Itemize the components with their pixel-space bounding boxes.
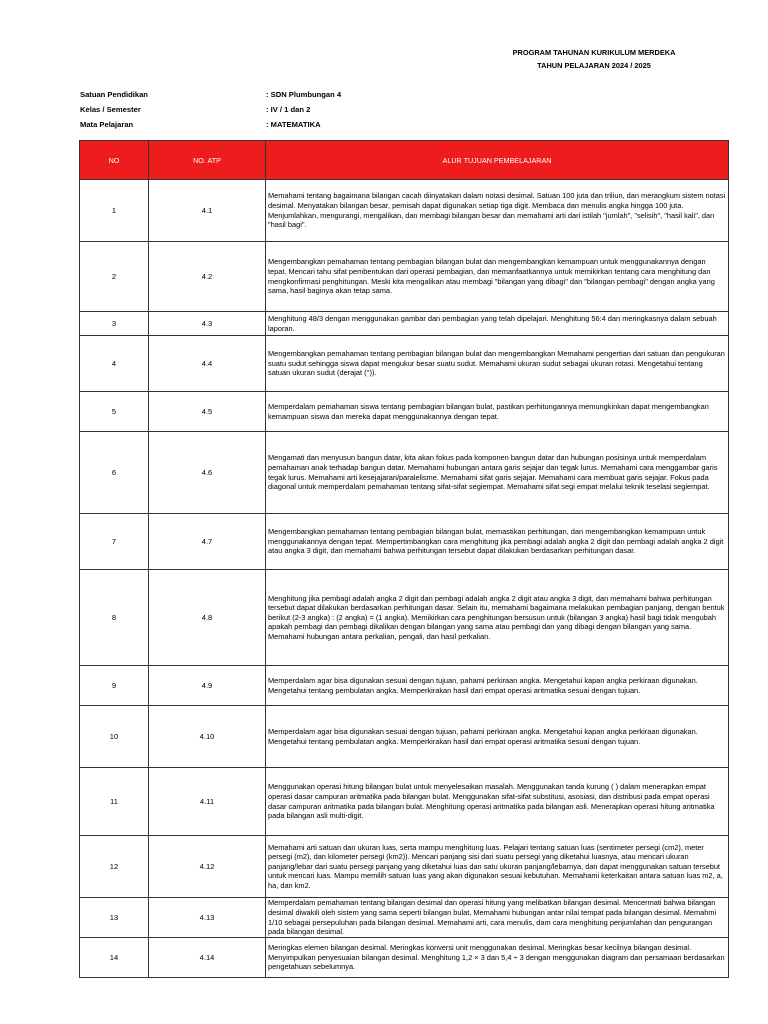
learning-objective-text: Memahami arti satuan dan ukuran luas, serta mampu menghitung luas. Pelajari tentang satuan luas (sentimeter persegi (cm2), meter persegi (m2), dan kilometer persegi (km2)). Mencari panjang sisi dari suatu persegi yang diketahui luasnya, atau mencari ukuran panjang/lebar dari suatu persegi panjang yang diketahui luas dan satu ukuran panjang/lebarnya, dan dapat menggunakan satuan tersebut untuk mencari luas. Mampu memilih satuan luas yang akan digunakan sesuai kebutuhan. Memahami keterkaitan antara satuan luas m2, a, ha, dan km2. — [266, 836, 729, 898]
table-row — [80, 312, 729, 336]
info-label: Kelas / Semester — [80, 105, 141, 114]
table-row — [80, 570, 729, 666]
row-number: 6 — [80, 432, 149, 514]
atp-number: 4.12 — [149, 836, 266, 898]
learning-objective-text: Memperdalam agar bisa digunakan sesuai dengan tujuan, pahami perkiraan angka. Mengetahui kapan angka perkiraan digunakan. Mengetahui tentang pembulatan angka. Memperkirakan hasil dari empat operasi aritmatika sesuai dengan tujuan. — [266, 706, 729, 768]
atp-number: 4.7 — [149, 514, 266, 570]
row-number: 14 — [80, 938, 149, 978]
table-body — [80, 180, 729, 978]
info-value: : SDN Plumbungan 4 — [266, 90, 342, 99]
atp-number: 4.8 — [149, 570, 266, 666]
learning-objective-text: Meringkas elemen bilangan desimal. Meringkas konversi unit menggunakan desimal. Meringkas besar kecilnya bilangan desimal. Menyimpulkan penyesuaian bilangan desimal. Menghitung 1,2 × 3 dan 5,4 ÷ 3 dengan menggunakan diagram dan persamaan berdasarkan pengetahuan sebelumnya. — [266, 938, 729, 978]
atp-number: 4.10 — [149, 706, 266, 768]
program-title: PROGRAM TAHUNAN KURIKULUM MERDEKA — [512, 48, 676, 57]
atp-number: 4.9 — [149, 666, 266, 706]
row-number: 9 — [80, 666, 149, 706]
info-label: Mata Pelajaran — [80, 120, 134, 129]
table-row — [80, 180, 729, 242]
atp-number: 4.14 — [149, 938, 266, 978]
row-number: 12 — [80, 836, 149, 898]
atp-number: 4.6 — [149, 432, 266, 514]
row-number: 10 — [80, 706, 149, 768]
learning-objective-text: Menghitung jika pembagi adalah angka 2 digit dan pembagi adalah angka 2 digit atau angka 3 digit, dan memahami bahwa perhitungan tersebut dapat dilakukan berdasarkan perhitungan dasar. Selain itu, memahami bagaimana melakukan pembagian panjang, dengan bentuk berikut (2-3 angka) : (2 angka) = (1 angka). Memikirkan cara penghitungan bersusun untuk (bilangan 3 angka) hasil bagi tidak mengubah apakah pembagi dan pembagi dikalikan dengan bilangan yang sama atau pembagi dan yang dibagi dengan bilangan yang sama. Memahami hubungan antara perkalian, pengali, dan hasil perkalian. — [266, 570, 729, 666]
learning-objective-text: Memperdalam agar bisa digunakan sesuai dengan tujuan, pahami perkiraan angka. Mengetahui kapan angka perkiraan digunakan. Mengetahui tentang pembulatan angka. Memperkirakan hasil dari empat operasi aritmatika sesuai dengan tujuan. — [266, 666, 729, 706]
atp-table — [79, 140, 729, 978]
row-number: 5 — [80, 392, 149, 432]
table-row — [80, 938, 729, 978]
table-row — [80, 898, 729, 938]
learning-objective-text: Menggunakan operasi hitung bilangan bulat untuk menyelesaikan masalah. Menggunakan tanda kurung ( ) dalam menerapkan empat operasi dasar campuran aritmatika pada bilangan bulat. Menggunakan sifat-sifat substitusi, asosiasi, dan distribusi pada empat operasi dasar campuran aritmatika pada bilangan bulat. Menghitung operasi aritmatika pada bilangan asli. Menerapkan operasi hitung aritmatika pada bilangan asli multi-digit. — [266, 768, 729, 836]
learning-objective-text: Mengembangkan pemahaman tentang pembagian bilangan bulat dan mengembangkan kemampuan untuk menggunakannya dengan tepat. Mencari tahu sifat pembentukan dari operasi pembagian, dan memanfaatkannya untuk memikirkan tentang cara menghitung dan mengkonfirmasi penghitungan. Meski kita mengalikan atau membagi "bilangan yang dibagi" dan "bilangan pembagi" dengan angka yang sama, hasil baginya akan tetap sama. — [266, 242, 729, 312]
info-value: : IV / 1 dan 2 — [266, 105, 311, 114]
column-header-objective: ALUR TUJUAN PEMBELAJARAN — [266, 141, 729, 180]
row-number: 2 — [80, 242, 149, 312]
table-row — [80, 336, 729, 392]
row-number: 4 — [80, 336, 149, 392]
row-number: 1 — [80, 180, 149, 242]
row-number: 7 — [80, 514, 149, 570]
learning-objective-text: Mengembangkan pemahaman tentang pembagian bilangan bulat dan mengembangkan Memahami pengertian dari satuan dan pengukuran suatu sudut sehingga siswa dapat mengukur besar suatu sudut. Memahami ukuran sudut sebagai ukuran rotasi. Mengetahui tentang satuan ukuran sudut (derajat (°)). — [266, 336, 729, 392]
info-label: Satuan Pendidikan — [80, 90, 148, 99]
atp-number: 4.4 — [149, 336, 266, 392]
learning-objective-text: Mengamati dan menyusun bangun datar, kita akan fokus pada komponen bangun datar dan hubungan posisinya untuk memperdalam pemahaman anak terhadap bangun datar. Memahami hubungan antara garis sejajar dan tegak lurus. Memahami cara menggambar garis tegak lurus. Memahami arti kesejajaran/paralelisme. Memahami sifat garis sejajar. Memahami cara membuat garis sejajar. Fokus pada diagonal untuk memperdalam pemahaman tentang sifat-sifat segiempat. Memahami sifat segi empat melalui teknik teselasi segiempat. — [266, 432, 729, 514]
atp-number: 4.1 — [149, 180, 266, 242]
document-header — [474, 46, 714, 72]
atp-number: 4.3 — [149, 312, 266, 336]
row-number: 11 — [80, 768, 149, 836]
atp-number: 4.5 — [149, 392, 266, 432]
column-header-atp: NO. ATP — [149, 141, 266, 180]
learning-objective-text: Memperdalam pemahaman tentang bilangan desimal dan operasi hitung yang melibatkan bilangan desimal. Mencermati bahwa bilangan desimal diwakili oleh sistem yang sama seperti bilangan bulat, Memahami hubungan antar nilai tempat pada bilangan desimal. Memahmi 1/10 sebagai persepuluhan pada bilangan desimal. Memahami arti, cara menulis, dam cara menghitung penjumlahan dan pengurangan pada bilangan desimal. — [266, 898, 729, 938]
info-value: : MATEMATIKA — [266, 120, 321, 129]
column-header-no: NO — [80, 141, 149, 180]
row-number: 8 — [80, 570, 149, 666]
table-row — [80, 768, 729, 836]
row-number: 13 — [80, 898, 149, 938]
table-row — [80, 432, 729, 514]
atp-number: 4.2 — [149, 242, 266, 312]
table-row — [80, 242, 729, 312]
table-row — [80, 514, 729, 570]
row-number: 3 — [80, 312, 149, 336]
table-row — [80, 666, 729, 706]
learning-objective-text: Menghitung 48/3 dengan menggunakan gambar dan pembagian yang telah dipelajari. Menghitung 56:4 dan meringkasnya dalam sebuah laporan. — [266, 312, 729, 336]
learning-objective-text: Memahami tentang bagaimana bilangan cacah diinyatakan dalam notasi desimal. Satuan 100 juta dan triliun, dan merangkum sistem notasi desimal. Menyatakan bilangan besar, pemisah dapat digunakan setiap tiga digit. Membaca dan menulis angka hingga 100 juta. Menjumlahkan, mengurangi, mengalikan, dan membagi bilangan besar dan memahami arti dari istilah "jumlah", "selisih", "hasil kali", dan "hasil bagi". — [266, 180, 729, 242]
learning-objective-text: Mengembangkan pemahaman tentang pembagian bilangan bulat, memastikan perhitungan, dan mengembangkan kemampuan untuk menggunakannya dengan tepat. Mempertimbangkan cara menghitung jika pembagi adalah angka 2 digit dan pembagi adalah angka 2 digit atau angka 3 digit, dan memahami bahwa perhitungan tersebut dapat dilakukan berdasarkan perhitungan dasar. — [266, 514, 729, 570]
school-year: TAHUN PELAJARAN 2024 / 2025 — [537, 61, 651, 70]
table-row — [80, 392, 729, 432]
table-row — [80, 836, 729, 898]
atp-number: 4.13 — [149, 898, 266, 938]
atp-number: 4.11 — [149, 768, 266, 836]
table-row — [80, 706, 729, 768]
table-header-row — [80, 141, 729, 180]
learning-objective-text: Memperdalam pemahaman siswa tentang pembagian bilangan bulat, pastikan perhitungannya memungkinkan dapat mengembangkan kemampuan siswa dan mereka dapat menggunakannya dengan tepat. — [266, 392, 729, 432]
